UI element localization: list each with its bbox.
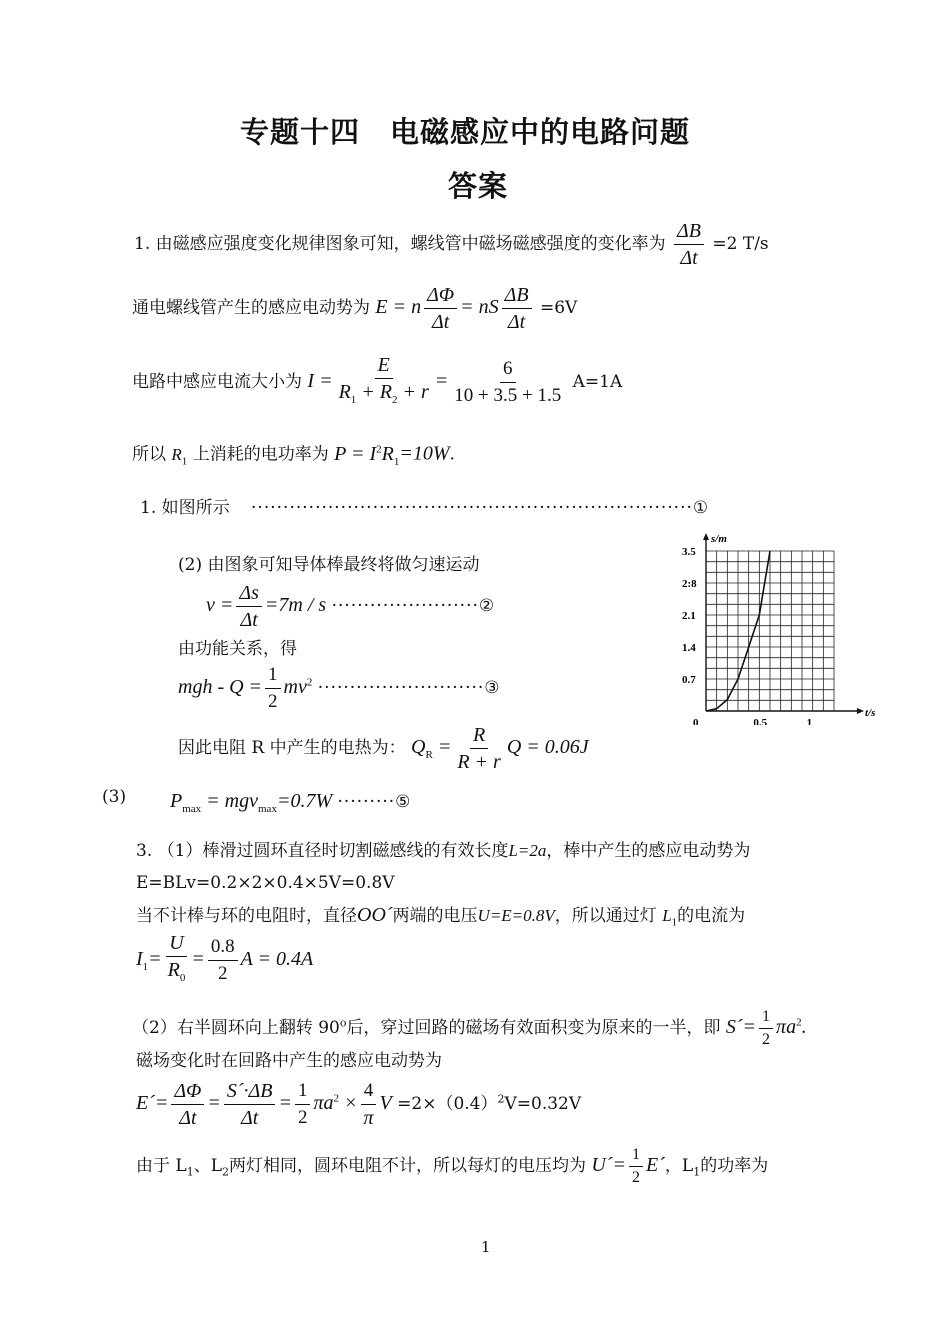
p3-line3-text: 当不计棒与环的电阻时，直径 xyxy=(136,906,357,926)
i1-num: 0.8 xyxy=(208,936,238,961)
p1-line4 xyxy=(132,438,455,473)
p1-line2 xyxy=(132,284,577,333)
y-axis-arrow xyxy=(703,533,709,540)
p3-line6-text: 磁场变化时在回路中产生的感应电动势为 xyxy=(136,1051,442,1071)
p2-line3-dots: ······················· xyxy=(331,596,479,616)
p3-line3-text2: 两端的电压 xyxy=(392,906,478,926)
p2-line5 xyxy=(178,664,500,713)
p1-line3-text: 电路中感应电流大小为 xyxy=(132,372,302,392)
volt-symbol: V xyxy=(379,1092,392,1114)
s-prime-tail: $\pi a^2$. xyxy=(776,1016,807,1038)
s-prime-formula: S´= xyxy=(725,1016,757,1038)
x-tick-label: 0.5 xyxy=(753,717,768,725)
p3-line5-text2: 后，穿过回路的磁场有效面积变为原来的一半，即 xyxy=(346,1018,721,1038)
i1-formula: $I_1=$ xyxy=(136,948,162,973)
chart-ticks xyxy=(682,546,812,725)
emf-formula: E = n xyxy=(375,296,422,318)
r1-symbol: $R_1$ xyxy=(171,444,188,468)
p3-line8-text5: 的功率为 xyxy=(700,1156,769,1176)
emf-formula-mid: = nS xyxy=(460,296,499,318)
p2-line7-label: (3) xyxy=(102,787,127,807)
p1-line2-unit: =6V xyxy=(539,298,578,318)
p3-line3 xyxy=(136,904,745,933)
eq-sign-4: = xyxy=(278,1092,292,1114)
dphi-dt-fraction-2: $\frac{\Delta\Phi}{\Delta t}$ xyxy=(171,1080,204,1129)
p3-line8-text2: 、L xyxy=(193,1156,222,1176)
p1-line4-text: 所以 xyxy=(132,444,166,465)
p1-line4-text2: 上消耗的电功率为 xyxy=(192,444,329,465)
p2-line1 xyxy=(140,497,708,519)
p3-line1-text2: ，棒中产生的感应电动势为 xyxy=(546,841,751,861)
i1-value: A = 0.4A xyxy=(240,948,314,970)
p1-line1-unit: =2 T/s xyxy=(712,234,769,254)
p2-line5-dots: ·························· xyxy=(317,678,485,698)
l1-symbol: $L_1$ xyxy=(662,906,678,929)
dphi-dt-fraction: $\frac{\Delta\Phi}{\Delta t}$ xyxy=(424,284,457,333)
half-fraction-3: $\frac{1}{2}$ xyxy=(295,1080,311,1129)
p3-line2-text: E=BLv=0.2×2×0.4×5V=0.8V xyxy=(136,873,395,893)
p2-line1-text: 1. 如图所示 xyxy=(140,498,230,518)
mark-3: ③ xyxy=(484,678,500,698)
mark-5: ⑤ xyxy=(395,792,411,812)
eq-sign-3: = xyxy=(207,1092,221,1114)
p3-line6 xyxy=(136,1050,442,1072)
current-formula: I = xyxy=(307,370,333,392)
half-fraction-2: $\frac{1}{2}$ xyxy=(759,1008,773,1049)
eq-sign: = xyxy=(434,370,449,392)
p1-line4-tail: . xyxy=(449,444,455,465)
y-tick-label: 0.7 xyxy=(682,674,696,686)
y-tick-label: 3.5 xyxy=(682,546,696,558)
x-tick-label: 1 xyxy=(806,717,813,725)
chart-grid xyxy=(706,551,834,711)
pmax-formula: $P_{max} = mgv_{max}$ xyxy=(170,790,277,815)
p2-line2-text: (2) 由图象可知导体棒最终将做匀速运动 xyxy=(178,555,480,575)
p3-line8-text: 由于 L xyxy=(136,1156,187,1176)
i1-numeric-fraction xyxy=(208,936,238,985)
ds-dt-fraction: $\frac{\Delta s}{\Delta t}$ xyxy=(236,582,262,631)
half-fraction-4: $\frac{1}{2}$ xyxy=(629,1146,643,1187)
i1-den: 2 xyxy=(218,963,228,984)
p3-line1 xyxy=(136,840,750,862)
page-number: 1 xyxy=(481,1238,491,1256)
p3-line7-tail: =2×（0.4） xyxy=(397,1094,498,1114)
x-axis-label: t/s xyxy=(865,707,876,719)
y-axis-label: s/m xyxy=(711,533,727,545)
p1-line1-text: 1. 由磁感应强度变化规律图象可知，螺线管中磁场磁感强度的变化率为 xyxy=(134,234,666,254)
current-fraction-numeric xyxy=(451,358,564,407)
half-fraction: $\frac{1}{2}$ xyxy=(265,664,281,713)
p1-line3 xyxy=(132,354,622,411)
p1-line3-unit: A=1A xyxy=(572,372,623,392)
velocity-value: =7m / s xyxy=(264,594,327,616)
p3-line7 xyxy=(136,1080,581,1129)
sub-1: 1 xyxy=(186,1165,194,1179)
page-subtitle: 答案 xyxy=(448,169,509,203)
sub-3: 1 xyxy=(693,1165,701,1179)
heat-fraction: $\frac{R}{R + r}$ xyxy=(457,724,501,773)
p3-line3-eq: U=E=0.8V xyxy=(477,906,555,925)
sdb-dt-fraction: $\frac{S´\cdot\Delta B}{\Delta t}$ xyxy=(224,1080,276,1129)
heat-value: Q = 0.06J xyxy=(506,736,589,758)
energy-formula-tail: $mv^2$ xyxy=(283,676,313,698)
p2-line7 xyxy=(170,790,410,820)
p3-line8-text3: 两灯相同，圆环电阻不计，所以每灯的电压均为 xyxy=(229,1156,586,1176)
u-r0-fraction: $\frac{U}{R_0}$ xyxy=(167,932,186,984)
power-value: =10W xyxy=(399,442,450,465)
velocity-symbol: v = xyxy=(206,594,234,616)
degree-sup: o xyxy=(339,1016,347,1030)
power-formula: $P = I^2R_1$ xyxy=(334,442,400,468)
x-tick-label: 0 xyxy=(693,717,699,725)
p3-line7-tail2: V=0.32V xyxy=(504,1094,582,1114)
current-num: 6 xyxy=(500,358,516,383)
x-axis-arrow xyxy=(857,708,864,714)
y-tick-label: 2.1 xyxy=(682,610,696,622)
pi-a2: $\pi a^2$ × xyxy=(313,1092,358,1114)
p3-line3-text4: 的电流为 xyxy=(677,906,746,926)
oo-symbol: OO´ xyxy=(357,904,393,926)
sub-2: 2 xyxy=(222,1165,229,1179)
page-title: 专题十四 电磁感应中的电路问题 xyxy=(240,115,691,149)
p2-line6-text: 因此电阻 R 中产生的电热为： xyxy=(178,738,406,758)
p3-line8 xyxy=(136,1146,768,1187)
p2-line6 xyxy=(178,724,589,773)
p2-line3 xyxy=(206,582,494,631)
eprime-symbol: E´ xyxy=(646,1154,665,1176)
mark-2: ② xyxy=(478,596,495,616)
four-over-pi-fraction: $\frac{4}{\pi}$ xyxy=(361,1080,377,1129)
p2-line4-text: 由功能关系，得 xyxy=(178,639,297,659)
p3-line2 xyxy=(136,872,395,894)
y-tick-label: 1.4 xyxy=(682,642,696,654)
p2-line7-dots: ········· xyxy=(337,792,396,812)
p2-line1-dots: ····································································· xyxy=(251,498,693,518)
current-den: 10 + 3.5 + 1.5 xyxy=(454,385,562,406)
mark-1: ① xyxy=(692,498,709,518)
p2-line4 xyxy=(178,638,297,660)
p3-line8-text4: ，L xyxy=(664,1156,694,1176)
s-t-chart xyxy=(670,525,880,725)
dB-dt-fraction-2: $\frac{\Delta B}{\Delta t}$ xyxy=(502,284,532,333)
p3-line1-text: 3. （1）棒滑过圆环直径时切割磁感线的有效长度 xyxy=(136,841,509,861)
uprime-formula: U´= xyxy=(591,1154,627,1176)
y-tick-label: 2:8 xyxy=(682,578,697,590)
dB-dt-fraction: $\frac{\Delta B}{\Delta t}$ xyxy=(674,220,704,269)
p3-line5 xyxy=(132,1008,807,1049)
p1-line2-text: 通电螺线管产生的感应电动势为 xyxy=(132,298,370,318)
p3-line4 xyxy=(136,932,313,989)
p3-line1-eq: L=2a xyxy=(508,841,547,860)
heat-formula: $Q_R$ = xyxy=(411,736,452,761)
pmax-value: =0.7W xyxy=(276,790,333,812)
p3-line7-sup: 2 xyxy=(497,1092,505,1106)
p3-line3-text3: ，所以通过灯 xyxy=(554,906,657,926)
eq-sign-2: = xyxy=(191,948,205,970)
eprime-formula: E´= xyxy=(136,1092,169,1114)
energy-formula: mgh - Q = xyxy=(178,676,263,698)
current-fraction: $\frac{E}{R_1 + R_2 + r}$ xyxy=(338,354,429,406)
p3-line5-text: （2）右半圆环向上翻转 90 xyxy=(132,1018,340,1038)
p1-line1 xyxy=(134,220,769,269)
p2-line2 xyxy=(178,554,479,576)
